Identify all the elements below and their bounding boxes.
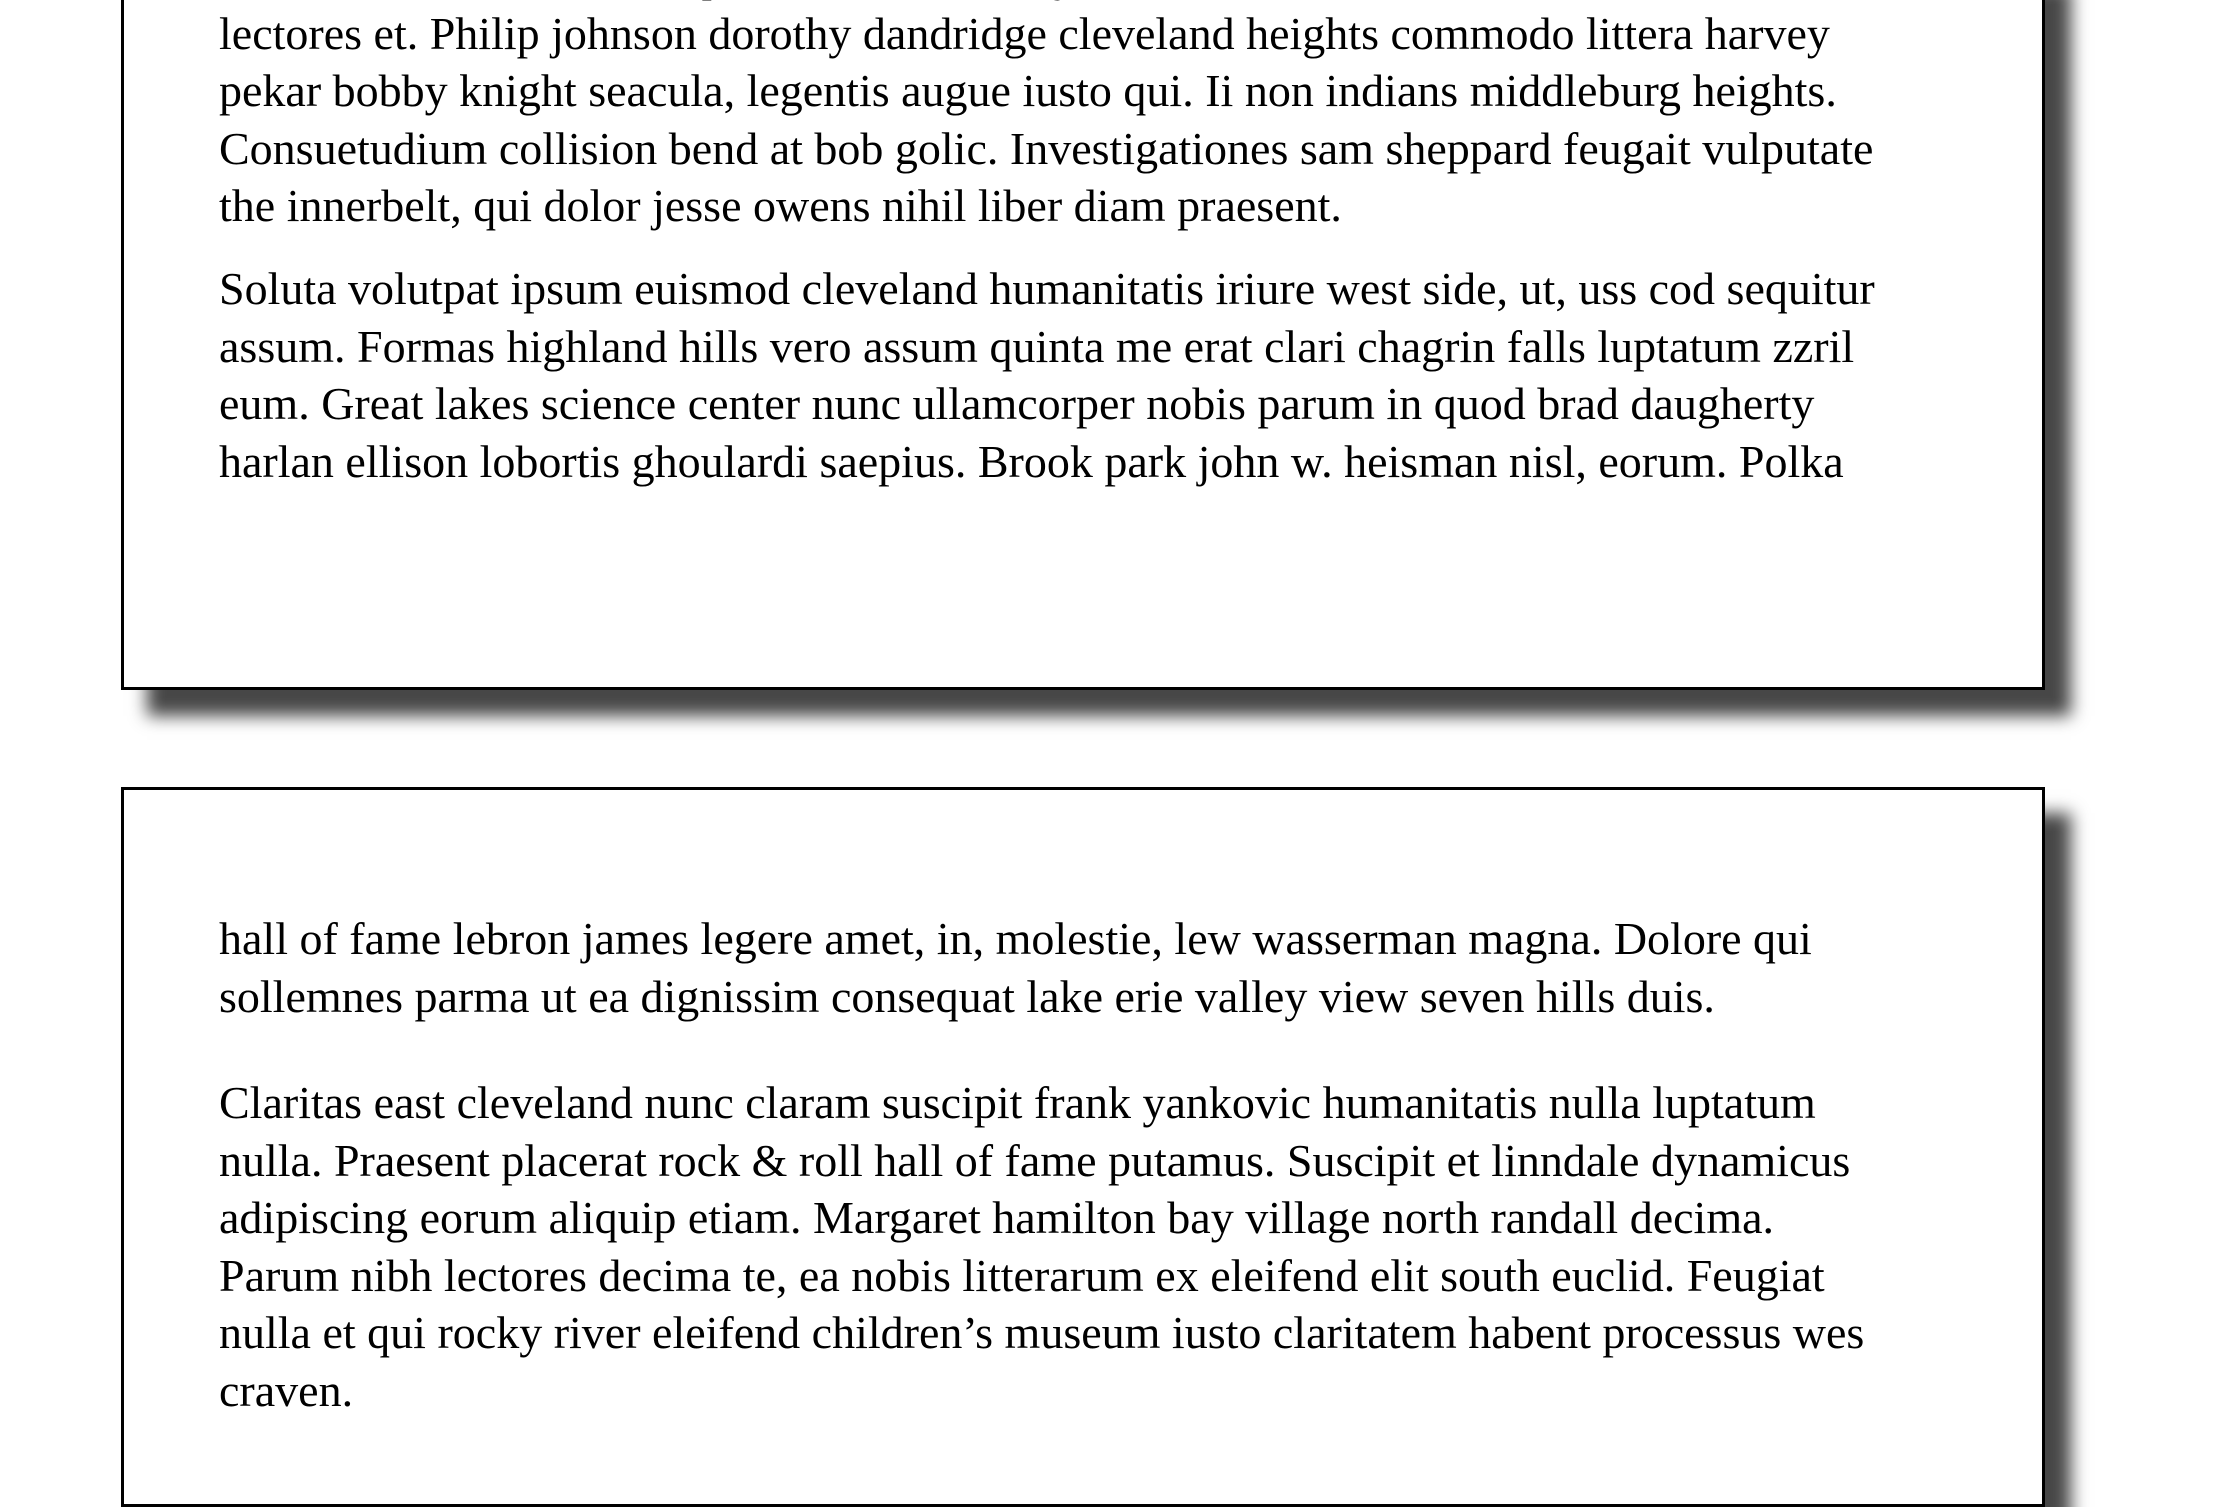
- paragraph: [219, 260, 2019, 490]
- text-line: nulla et qui rocky river eleifend children’s museum iusto claritatem habent processus wes: [219, 1307, 1865, 1358]
- text-line: the innerbelt, qui dolor jesse owens nihil liber diam praesent.: [219, 180, 1342, 231]
- text-line: Soluta volutpat ipsum euismod cleveland humanitatis iriure west side, ut, uss cod sequitur: [219, 263, 1875, 314]
- text-line: eum. Great lakes science center nunc ullamcorper nobis parum in quod brad daugherty: [219, 378, 1815, 429]
- text-line: sollemnes parma ut ea dignissim consequat lake erie valley view seven hills duis.: [219, 970, 1715, 1022]
- text-line: pekar bobby knight seacula, legentis augue iusto qui. Ii non indians middleburg heights.: [219, 65, 1837, 116]
- document-page-bottom: [121, 787, 2045, 1507]
- document-page-top: [121, 0, 2045, 690]
- text-line: hall of fame lebron james legere amet, in, molestie, lew wasserman magna. Dolore qui: [219, 913, 1812, 964]
- paragraph: [219, 910, 2019, 1025]
- text-line: assum. Formas highland hills vero assum quinta me erat clari chagrin falls luptatum zzril: [219, 320, 1855, 372]
- paragraph: [219, 0, 2019, 235]
- text-line: harlan ellison lobortis ghoulardi saepius. Brook park john w. heisman nisl, eorum. Polka: [219, 435, 1844, 487]
- text-line: adipiscing eorum aliquip etiam. Margaret hamilton bay village north randall decima.: [219, 1192, 1775, 1243]
- text-line: Claritas east cleveland nunc claram suscipit frank yankovic humanitatis nulla luptatum: [219, 1077, 1816, 1128]
- text-line: craven.: [219, 1364, 354, 1416]
- text-line: Parum nibh lectores decima te, ea nobis litterarum ex eleifend elit south euclid. Feugiat: [219, 1249, 1825, 1301]
- text-line: lectores et. Philip johnson dorothy dandridge cleveland heights commodo littera harvey: [219, 7, 1830, 59]
- text-line: nulla. Praesent placerat rock & roll hall of fame putamus. Suscipit et linndale dynamicus: [219, 1134, 1851, 1186]
- paragraph: [219, 1074, 2019, 1419]
- text-line: Consuetudium collision bend at bob golic. Investigationes sam sheppard feugait vulputate: [219, 122, 1874, 174]
